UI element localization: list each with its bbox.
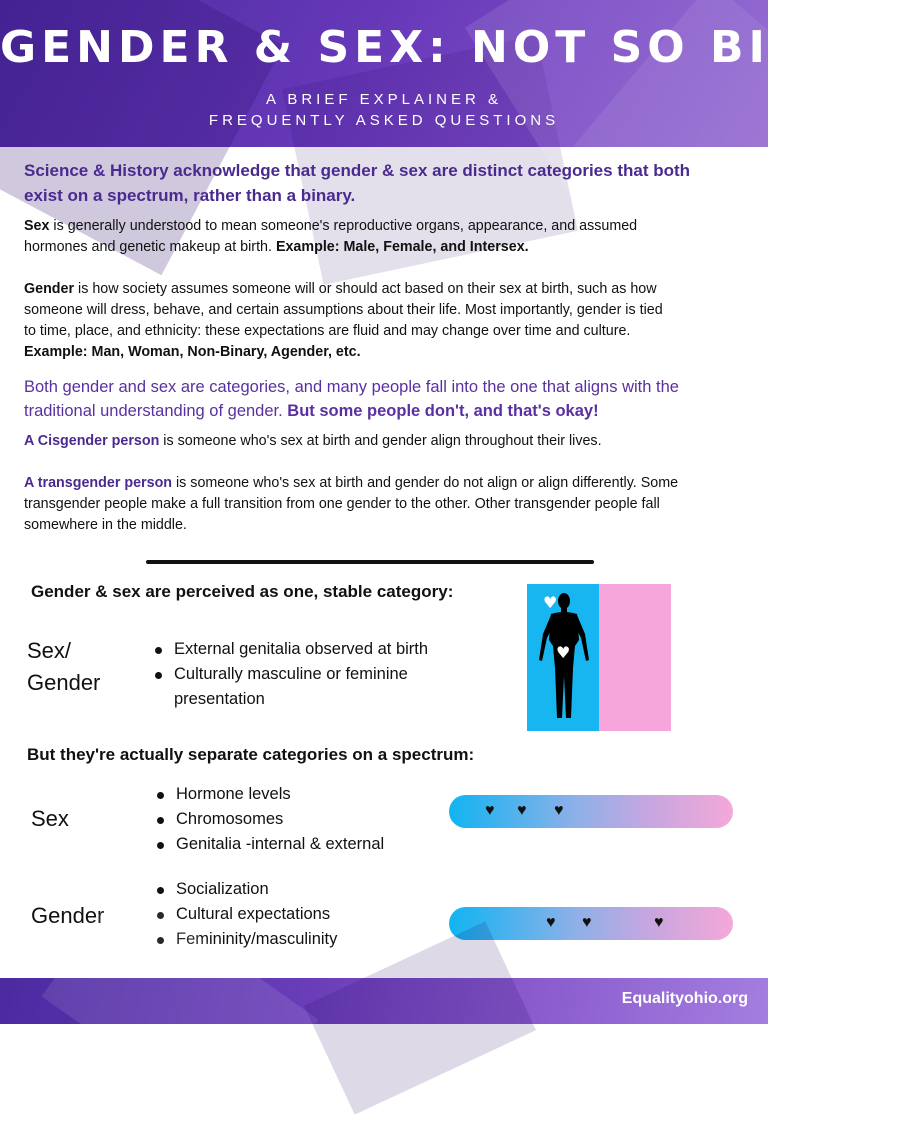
intro-section <box>24 158 724 536</box>
heart-icon: ♥ <box>582 914 592 931</box>
intro-lead: Science & History acknowledge that gender & sex are distinct categories that both exist on a spectrum, rather than a binary. <box>24 161 691 205</box>
sex-gender-label-line-2: Gender <box>27 670 101 695</box>
cisgender-description: is someone who's sex at birth and gender align throughout their lives. <box>159 433 602 449</box>
section-divider <box>146 560 594 564</box>
svg-text:♥: ♥ <box>556 643 571 662</box>
binary-flag-figure <box>527 584 671 731</box>
subtitle-line-1: A BRIEF EXPLAINER & <box>265 91 503 108</box>
sex-spectrum-bar <box>449 795 733 828</box>
perceived-heading: Gender & sex are perceived as one, stable category: <box>31 582 454 601</box>
svg-text:♥: ♥ <box>543 593 558 612</box>
sex-gender-label <box>27 635 100 699</box>
subtitle-line-2: FREQUENTLY ASKED QUESTIONS <box>208 112 560 129</box>
transgender-term: A transgender person <box>24 475 173 491</box>
gender-term: Gender <box>24 281 75 297</box>
heart-icon: ♥ <box>554 802 564 819</box>
list-item: Socialization <box>157 877 437 902</box>
cisgender-definition <box>24 431 724 452</box>
heart-icon: ♥ <box>546 914 556 931</box>
gender-definition <box>24 279 674 363</box>
sex-definition <box>24 216 664 258</box>
actual-heading: But they're actually separate categories on a spectrum: <box>27 745 475 764</box>
page-subtitle <box>0 89 768 131</box>
transgender-description: is someone who's sex at birth and gender do not align or align differently. Some transgender people make a full transition from one gender to the other. Other transgender people fall somewhere in the middle. <box>24 475 679 533</box>
list-item: Culturally masculine or feminine presentation <box>155 662 485 712</box>
categories-lead <box>24 375 724 423</box>
human-silhouette-icon <box>527 584 671 731</box>
gender-example: Example: Man, Woman, Non-Binary, Agender, etc. <box>24 344 361 360</box>
sex-label: Sex <box>31 806 69 831</box>
gender-description: is how society assumes someone will or should act based on their sex at birth, such as how someone will dress, behave, and certain assumptions about their life. Most importantly, gender is tied to time, place, and ethnicity: these expectations are fluid and may change over time and culture. <box>24 281 663 339</box>
categories-lead-bold: But some people don't, and that's okay! <box>287 402 599 420</box>
categories-lead-text: Both gender and sex are categories, and many people fall into the one that aligns with the traditional understanding of gender. <box>24 378 679 420</box>
header-banner <box>0 0 924 147</box>
transgender-definition <box>24 473 724 536</box>
sex-example: Example: Male, Female, and Intersex. <box>275 239 529 255</box>
perceived-bullet-list <box>155 637 485 712</box>
sex-term: Sex <box>24 218 50 234</box>
heart-icon: ♥ <box>654 914 664 931</box>
sex-bullet-list <box>157 782 437 857</box>
list-item: Hormone levels <box>157 782 437 807</box>
footer-banner <box>0 978 768 1024</box>
list-item: External genitalia observed at birth <box>155 637 485 662</box>
cisgender-term: A Cisgender person <box>24 433 160 449</box>
sex-gender-label-line-1: Sex/ <box>27 638 72 663</box>
heart-icon: ♥ <box>485 802 495 819</box>
list-item: Cultural expectations <box>157 902 437 927</box>
footer-website-link[interactable]: Equalityohio.org <box>621 990 748 1007</box>
list-item: Genitalia -internal & external <box>157 832 437 857</box>
sex-description: is generally understood to mean someone's reproductive organs, appearance, and assumed hormones and genetic makeup at birth. <box>24 218 638 255</box>
gender-label: Gender <box>31 903 105 928</box>
heart-icon: ♥ <box>517 802 527 819</box>
list-item: Chromosomes <box>157 807 437 832</box>
page-title: GENDER & SEX: NOT SO BINARY <box>0 22 924 73</box>
list-item: Femininity/masculinity <box>157 927 437 952</box>
